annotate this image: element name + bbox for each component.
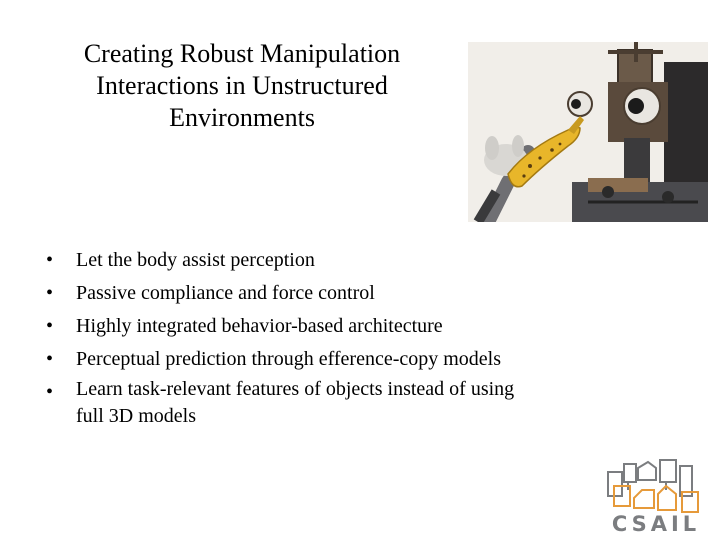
bullet-text: Highly integrated behavior-based architecture — [76, 315, 443, 337]
csail-logo — [604, 458, 708, 536]
slide-title — [28, 38, 456, 134]
bullet-glyph: • — [46, 381, 54, 403]
bullet-item — [40, 310, 640, 343]
bullet-glyph: • — [46, 249, 54, 271]
title-line: Interactions in Unstructured — [96, 71, 388, 100]
csail-wordmark: CSAIL — [611, 512, 701, 536]
title-line: Environments — [169, 103, 315, 132]
robot-illustration — [468, 42, 708, 222]
csail-building-icon — [604, 458, 708, 516]
bullet-item — [40, 244, 640, 277]
bullet-glyph: • — [46, 282, 54, 304]
robot-photo — [468, 42, 708, 222]
bullet-item — [40, 343, 640, 376]
title-line: Creating Robust Manipulation — [83, 39, 401, 68]
bullet-list — [40, 244, 640, 430]
bullet-text: Passive compliance and force control — [76, 282, 375, 304]
bullet-text: full 3D models — [76, 405, 196, 427]
bullet-item — [40, 277, 640, 310]
bullet-item — [40, 376, 640, 430]
bullet-text: Learn task-relevant features of objects instead of using — [76, 378, 515, 400]
bullet-glyph: • — [46, 315, 54, 337]
bullet-text: Let the body assist perception — [76, 249, 315, 271]
bullet-text: Perceptual prediction through efference-copy models — [76, 348, 502, 370]
bullet-glyph: • — [46, 348, 54, 370]
